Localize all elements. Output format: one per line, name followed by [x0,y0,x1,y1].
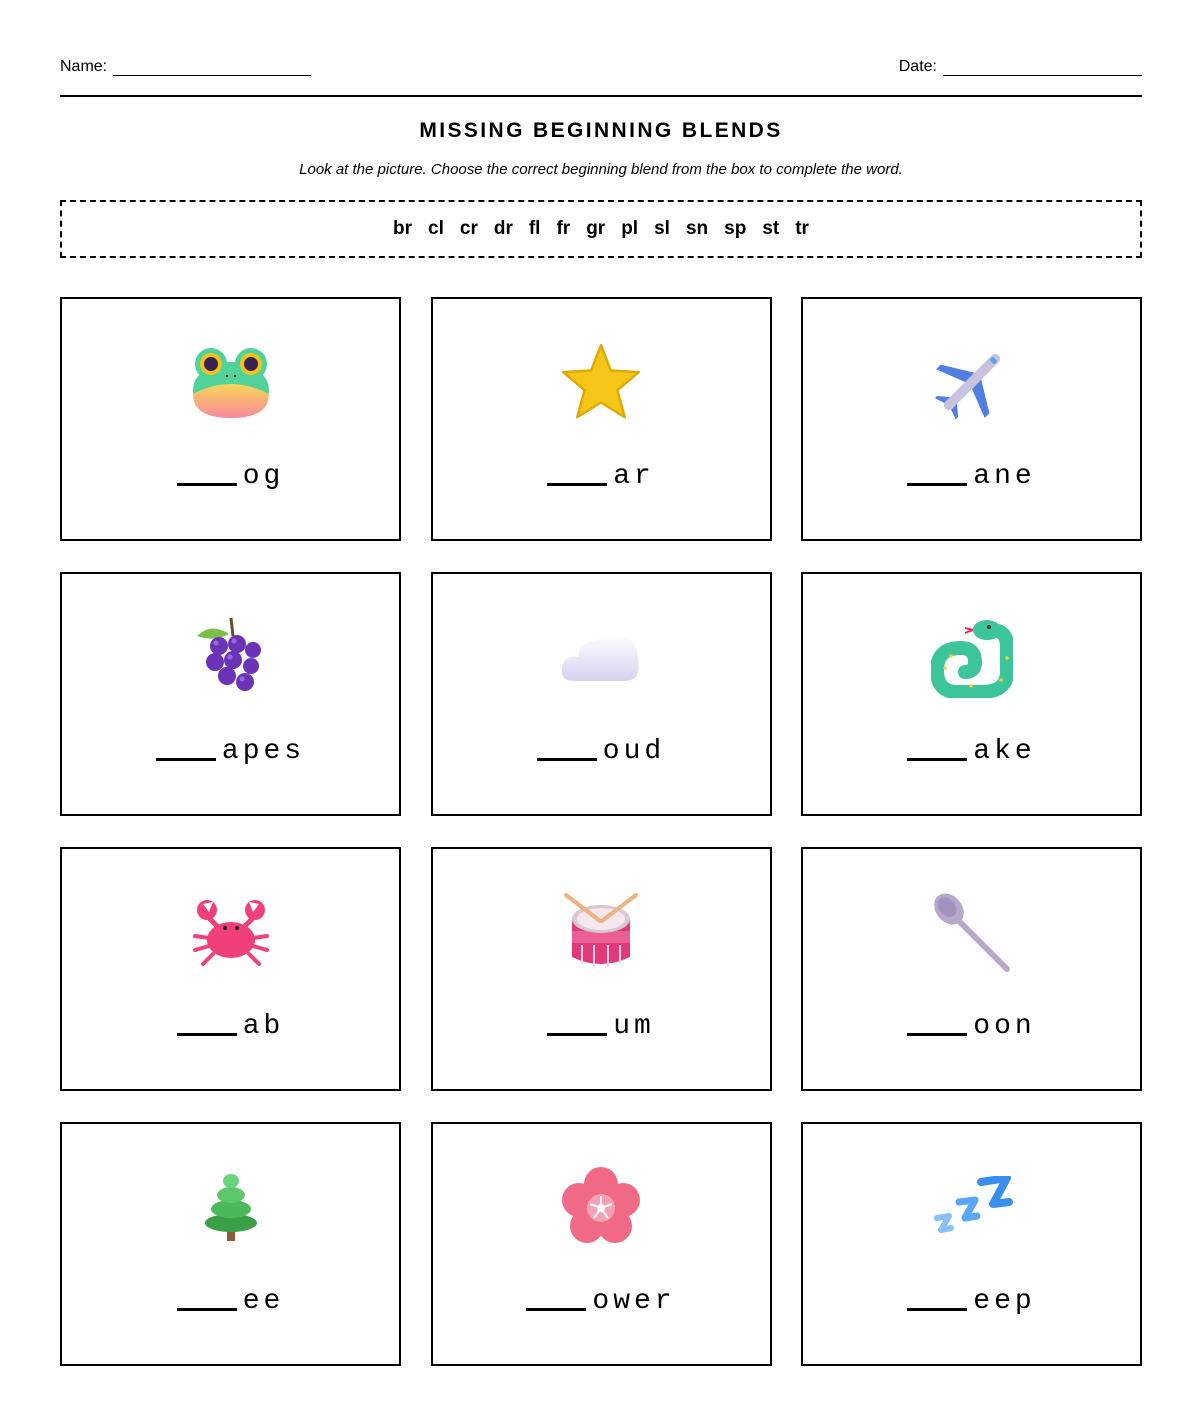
word-ending: og [242,461,285,492]
word-ending: oon [973,1011,1036,1042]
word-ending: oud [602,736,666,767]
card-tree [60,1122,401,1366]
word-ending: ower [592,1286,676,1317]
card-star [431,297,772,541]
word-line [803,1287,1140,1317]
answer-blank[interactable] [526,1308,586,1311]
word-bank [60,200,1142,258]
blend-st: st [762,218,780,239]
word-ending: ar [613,461,655,492]
word-line [433,1287,770,1317]
blend-cr: cr [459,218,478,239]
blend-cl: cl [428,218,444,239]
card-cloud [431,572,772,816]
word-line [803,1012,1140,1042]
snake-icon [803,612,1140,702]
card-airplane [801,297,1142,541]
answer-blank[interactable] [907,758,967,761]
flower-icon [433,1162,770,1252]
answer-blank[interactable] [907,1308,967,1311]
word-ending: ake [973,736,1036,767]
crab-icon [62,887,399,977]
drum-icon [433,887,770,977]
blend-gr: gr [586,218,606,239]
cloud-icon [433,612,770,702]
date-line[interactable] [943,59,1142,76]
answer-blank[interactable] [547,1033,607,1036]
word-ending: eep [973,1286,1036,1317]
star-icon [433,337,770,427]
answer-blank[interactable] [177,1033,237,1036]
word-line [803,737,1140,767]
name-field [60,58,311,76]
card-drum [431,847,772,1091]
airplane-icon [803,337,1140,427]
answer-blank[interactable] [907,483,967,486]
word-ending: ane [973,461,1036,492]
card-crab [60,847,401,1091]
date-label: Date: [898,58,937,75]
word-line [433,737,770,767]
word-line [62,462,399,492]
blend-tr: tr [795,218,809,239]
blend-dr: dr [493,218,513,239]
word-line [62,1287,399,1317]
blend-fr: fr [556,218,571,239]
tree-icon [62,1162,399,1252]
card-snake [801,572,1142,816]
card-grid [60,297,1142,1366]
answer-blank[interactable] [156,758,216,761]
blend-br: br [393,218,413,239]
grapes-icon [62,612,399,702]
word-line [433,1012,770,1042]
word-line [62,1012,399,1042]
card-spoon [801,847,1142,1091]
date-field [899,58,1142,76]
word-ending: apes [221,736,306,767]
word-ending: um [613,1011,655,1042]
frog-icon [62,337,399,427]
blend-sn: sn [685,218,709,239]
header-row [60,58,1142,80]
word-line [433,462,770,492]
blend-sp: sp [724,218,747,239]
card-grapes [60,572,401,816]
page-title: MISSING BEGINNING BLENDS [419,119,783,142]
blend-sl: sl [654,218,670,239]
word-line [803,462,1140,492]
word-ending: ee [242,1286,285,1317]
answer-blank[interactable] [177,1308,237,1311]
answer-blank[interactable] [537,758,597,761]
card-flower [431,1122,772,1366]
answer-blank[interactable] [177,483,237,486]
name-label: Name: [60,58,108,75]
instructions: Look at the picture. Choose the correct beginning blend from the box to complete the word. [299,161,903,178]
answer-blank[interactable] [907,1033,967,1036]
spoon-icon [803,887,1140,977]
card-sleep [801,1122,1142,1366]
header-divider [60,95,1142,97]
blend-fl: fl [528,218,541,239]
name-line[interactable] [113,59,311,76]
sleep-zzz-icon [803,1162,1140,1252]
word-ending: ab [242,1011,285,1042]
word-line [62,737,399,767]
blend-pl: pl [621,218,639,239]
card-frog [60,297,401,541]
answer-blank[interactable] [547,483,607,486]
